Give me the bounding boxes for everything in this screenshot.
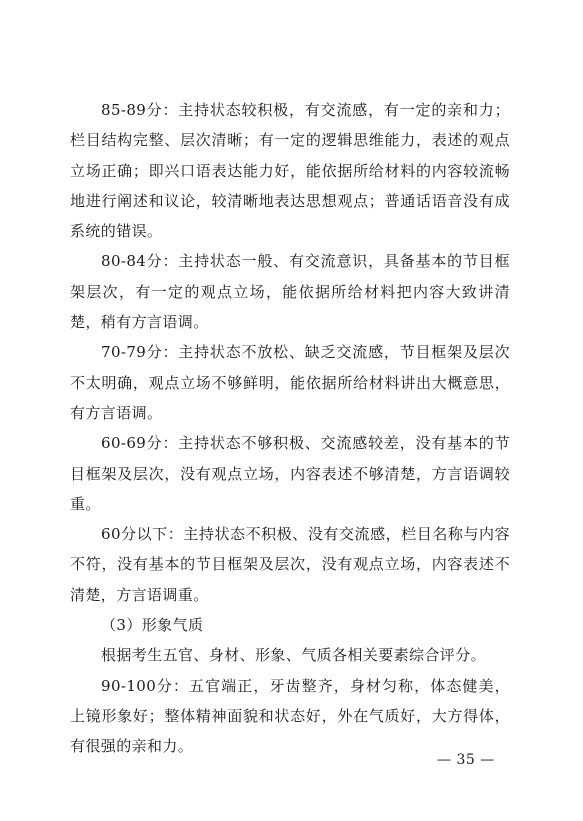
paragraph-scoring-basis: 根据考生五官、身材、形象、气质各相关要素综合评分。 [101, 646, 487, 665]
paragraph-score-90-100: 90-100分：五官端正，牙齿整齐，身材匀称，体态健美，上镜形象好；整体精神面貌和状态好，外在气质好，大方得体，有很强的亲和力。 [70, 676, 510, 756]
paragraph-score-80-84: 80-84分：主持状态一般、有交流意识，具备基本的节目框架层次，有一定的观点立场，能依据所给材料把内容大致讲清楚，稍有方言语调。 [70, 252, 510, 332]
paragraph-score-70-79: 70-79分：主持状态不放松、缺乏交流感，节目框架及层次不太明确，观点立场不够鲜明，能依据所给材料讲出大概意思，有方言语调。 [70, 343, 510, 422]
paragraph-score-below-60: 60分以下：主持状态不积极、没有交流感，栏目名称与内容不符，没有基本的节目框架及层次，没有观点立场，内容表述不清楚，方言语调重。 [70, 525, 510, 604]
document-body [70, 95, 510, 762]
paragraph-score-60-69: 60-69分：主持状态不够积极、交流感较差，没有基本的节目框架及层次，没有观点立场，内容表述不够清楚，方言语调较重。 [70, 434, 510, 513]
paragraph-score-85-89: 85-89分：主持状态较积极，有交流感，有一定的亲和力；栏目结构完整、层次清晰；有一定的逻辑思维能力，表述的观点立场正确；即兴口语表达能力好，能依据所给材料的内容较流畅地进行阐述和议论，较清晰地表达思想观点；普通话语音没有成系统的错误。 [70, 101, 510, 241]
section-heading-image-temperament: （3）形象气质 [101, 616, 204, 635]
page-number: — 35 — [437, 752, 495, 768]
